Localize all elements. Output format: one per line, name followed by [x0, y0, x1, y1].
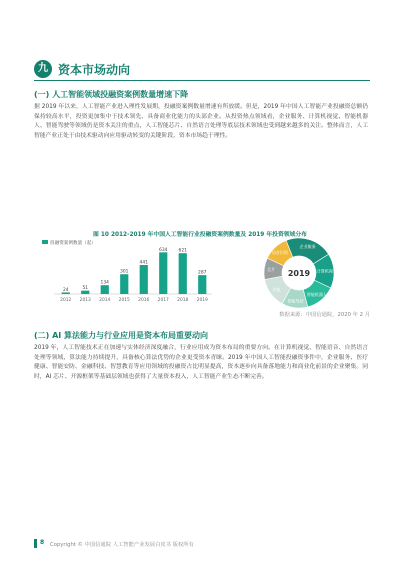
donut-chart — [226, 236, 372, 310]
tick-label-2015: 2015 — [118, 298, 130, 303]
subsection-title-1: (一) 人工智能领域投融资案例数量增速下降 — [34, 90, 189, 99]
footer-copyright: Copyright © 中国信通院 人工智能产业发展白皮书 版权所有 — [50, 542, 194, 548]
section-title: 资本市场动向 — [58, 63, 131, 77]
tick-label-2014: 2014 — [99, 298, 111, 303]
slice-label-5: 芯片 — [267, 266, 276, 272]
subsection-title-2: (二) AI 算法能力与行业应用是资本布局重要动向 — [34, 331, 209, 340]
paragraph-2: 2019 年，人工智能技术正在加速与实体经济深度融合，行业应用成为资本布局的重要方向。在计算机视觉、智能语音、自然语言处理等领域，算法能力持续提升，具备核心算法优势的企业更受资本青睐。2019 年中国人工智能投融资事件中，企业服务、医疗健康、智能安防、金融科技、智慧教育等应用领域的投融资占比明显提高，资本逐步向具备落地能力和商业化前景的企业聚集。同时，AI 芯片、开源框架等基础层领域也获得了大量资本投入，人工智能产业生态不断完善。 — [34, 345, 368, 380]
bar-2017 — [159, 252, 167, 294]
footer-accent-bar — [34, 539, 37, 548]
bar-2018 — [179, 253, 187, 294]
data-label-2018: 621 — [178, 248, 187, 254]
tick-label-2016: 2016 — [138, 298, 150, 303]
data-label-2012: 24 — [62, 287, 69, 293]
data-label-2014: 134 — [100, 280, 109, 286]
bar-2014 — [101, 285, 109, 294]
slice-label-2: 智能机器人 — [306, 292, 327, 298]
data-label-2019: 287 — [198, 270, 207, 276]
bar-2016 — [140, 265, 148, 294]
legend-swatch — [42, 240, 48, 244]
data-label-2017: 634 — [159, 247, 168, 253]
figure-source: 数据来源：中国信通院，2020 年 2 月 — [279, 312, 370, 318]
slice-label-3: 智能驾驶 — [287, 298, 304, 304]
legend-label: 投融资案例数量（起） — [50, 241, 96, 246]
donut-center-label: 2019 — [287, 269, 311, 278]
section-number-badge: 九 — [34, 60, 52, 78]
tick-label-2013: 2013 — [79, 298, 91, 303]
page-number: 8 — [40, 539, 45, 546]
section-divider — [34, 80, 370, 81]
bar-2019 — [198, 275, 206, 294]
tick-label-2012: 2012 — [60, 298, 72, 303]
slice-label-6: 语音识别 — [271, 250, 288, 256]
slice-label-0: 企业服务 — [299, 243, 316, 249]
bar-chart — [34, 238, 218, 306]
section-header — [34, 60, 370, 80]
slice-label-4: 其他 — [272, 286, 281, 292]
tick-label-2017: 2017 — [157, 298, 169, 303]
paragraph-1: 据 2019 年以来，人工智能产业进入理性发展期，投融资案例数量增速有所放缓。但是，2019 年中国人工智能产业投融资总额仍保持较高水平，投资更加集中于技术领先、具备商业化能力的头部企业。从投资热点领域看，企业服务、计算机视觉、智能机器人、智能驾驶等领域仍是资本关注的重点，人工智能芯片、自然语言处理等底层技术领域也受到越来越多的关注。整体而言，人工智能产业正处于由技术驱动向应用驱动转变的关键阶段，资本市场趋于理性。 — [34, 104, 368, 139]
bar-2015 — [120, 274, 128, 294]
data-label-2015: 301 — [120, 269, 129, 275]
tick-label-2019: 2019 — [196, 298, 208, 303]
data-label-2016: 441 — [139, 260, 148, 266]
data-label-2013: 51 — [82, 286, 89, 292]
figure-title: 图 10 2012-2019 年中国人工智能行业投融资案例数量及 2019 年投资领域分布 — [93, 232, 307, 238]
tick-label-2018: 2018 — [177, 298, 189, 303]
slice-label-1: 计算机视觉 — [316, 268, 337, 274]
